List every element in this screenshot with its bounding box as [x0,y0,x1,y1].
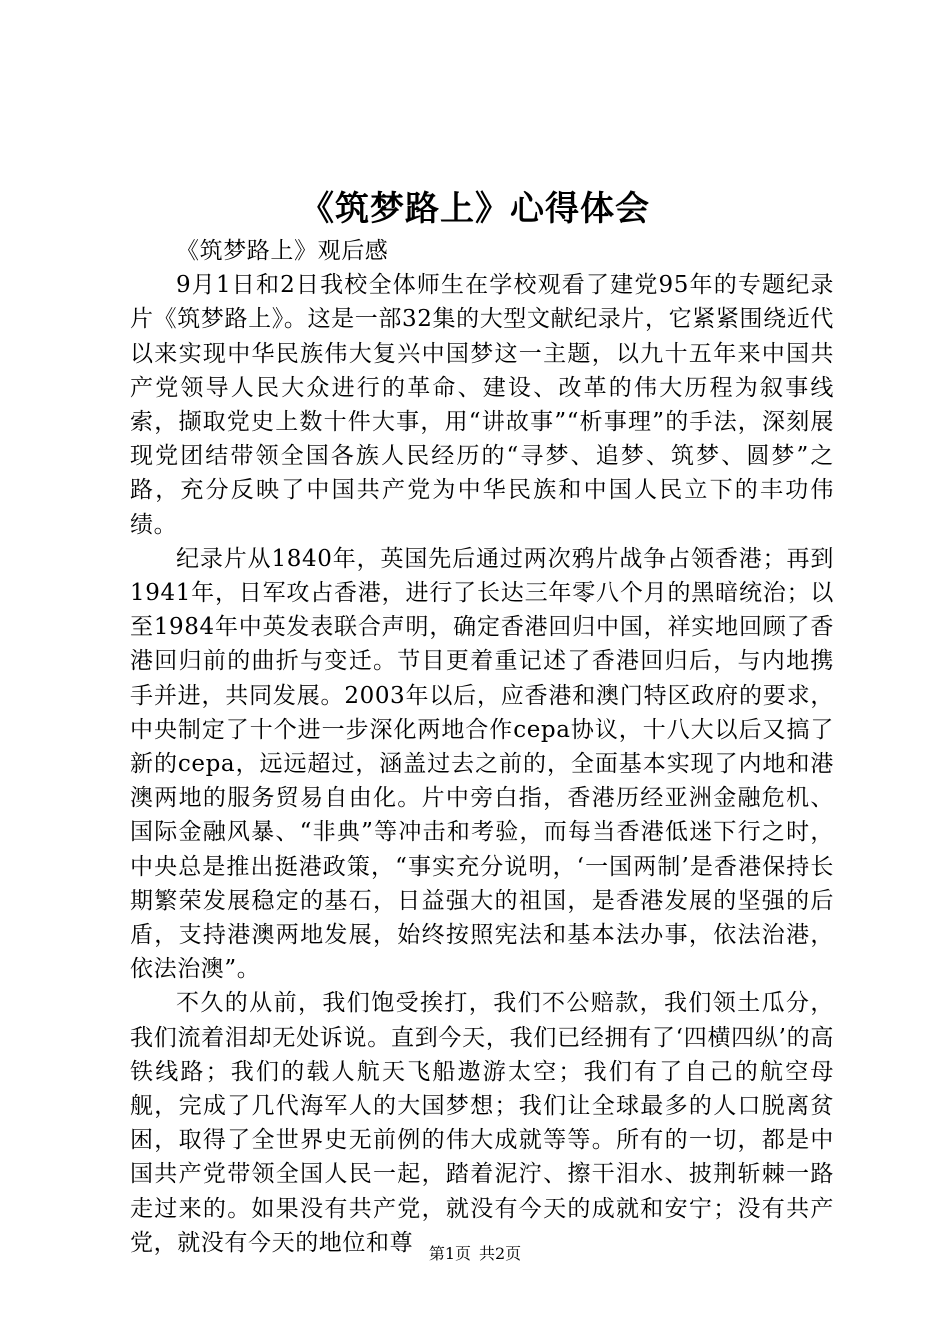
page-number: 第1页 [428,1244,471,1263]
paragraph: 9月1日和2日我校全体师生在学校观看了建党95年的专题纪录片《筑梦路上》。这是一部32集的大型文献纪录片，它紧紧围绕近代以来实现中华民族伟大复兴中国梦这一主题，以九十五年来中国共产党领导人民大众进行的革命、建设、改革的伟大历程为叙事线索，撷取党史上数十件大事，用“讲故事”“析事理”的手法，深刻展现党团结带领全国各族人民经历的“寻梦、追梦、筑梦、圆梦”之路，充分反映了中国共产党为中华民族和中国人民立下的丰功伟绩。 [130,272,834,538]
page-total: 共2页 [479,1244,522,1263]
paragraph: 纪录片从1840年，英国先后通过两次鸦片战争占领香港；再到1941年，日军攻占香港，进行了长达三年零八个月的黑暗统治；以至1984年中英发表联合声明，确定香港回归中国，祥实地回顾了香港回归前的曲折与变迁。节目更着重记述了香港回归后，与内地携手并进，共同发展。2003年以后，应香港和澳门特区政府的要求，中央制定了十个进一步深化两地合作cepa协议，十八大以后又搞了新的cepa，远远超过，涵盖过去之前的，全面基本实现了内地和港澳两地的服务贸易自由化。片中旁白指，香港历经亚洲金融危机、国际金融风暴、“非典”等冲击和考验，而每当香港低迷下行之时，中央总是推出挺港政策，“事实充分说明，‘一国两制’是香港保持长期繁荣发展稳定的基石，日益强大的祖国，是香港发展的坚强的后盾，支持港澳两地发展，始终按照宪法和基本法办事，依法治港，依法治澳”。 [130,545,834,983]
paragraph-subtitle: 《筑梦路上》观后感 [176,238,389,264]
document-title: 《筑梦路上》心得体会 [300,189,650,229]
document-body [130,234,834,1260]
paragraph: 不久的从前，我们饱受挨打，我们不公赔款，我们领土瓜分，我们流着泪却无处诉说。直到今天，我们已经拥有了‘四横四纵’的高铁线路；我们的载人航天飞船遨游太空；我们有了自己的航空母舰，完成了几代海军人的大国梦想；我们让全球最多的人口脱离贫困，取得了全世界史无前例的伟大成就等等。所有的一切，都是中国共产党带领全国人民一起，踏着泥泞、擦干泪水、披荆斩棘一路走过来的。如果没有共产党，就没有今天的成就和安宁；没有共产党，就没有今天的地位和尊 [130,990,834,1256]
page-footer [0,1243,950,1265]
